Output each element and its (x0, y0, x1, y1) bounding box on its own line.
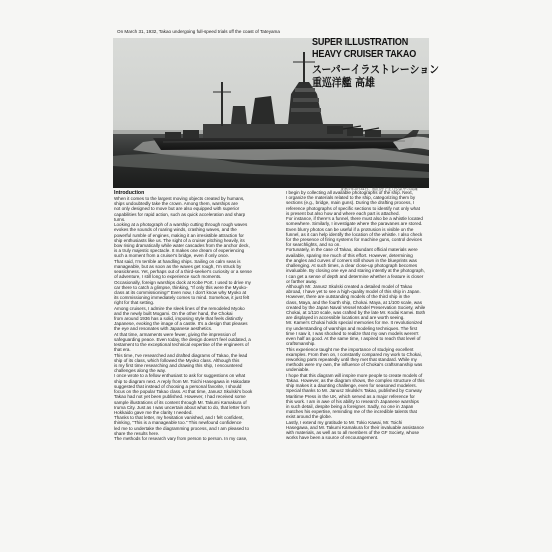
text-line: undeniable. (286, 367, 310, 373)
text-line: ships undoubtedly take the crown. Among them, warships are (114, 201, 238, 207)
text-line: for the presence of firing systems for machine guns, control devices (286, 236, 422, 242)
text-line: Takao. However, as the diagram shows, the complex structure of this (286, 377, 425, 383)
text-line: created by the Japan Naval Vessel Model Preservation Society, while (286, 304, 426, 310)
text-line: That said, I'm terrible at handling ships. Sailing on calm seas is (114, 258, 241, 264)
text-line: Iruma City. Just as I was uncertain about what to do, that letter from (114, 404, 250, 410)
text-line: ship of its class, which followed the Myoko class. Although this (114, 357, 240, 363)
text-line: thinking, "This is a manageable too." This newfound confidence (114, 420, 242, 426)
text-line: craftsmanship. (286, 341, 316, 347)
text-line: invaluable. By closing one eye and staring intently at the photograph, (286, 268, 425, 274)
text-line: sections (e.g., bridge, main guns). During the drafting process, I (286, 200, 415, 206)
left-text-column (114, 190, 266, 441)
text-line: share the results here. (114, 430, 160, 436)
text-line: I once wrote to a fellow enthusiast to ask for suggestions on what (114, 373, 246, 379)
text-line: testament to the exceptional technical expertise of the engineers of (114, 342, 249, 348)
text-line: focus on the popular Takao class. At that time, Janusz Skulski's book (114, 389, 253, 395)
text-line: for searchlights, and so on. (286, 242, 341, 248)
text-line: However, there are outstanding models of the third ship in the (286, 294, 410, 300)
title-heavy-cruiser-takao: HEAVY CRUISER TAKAO (312, 48, 417, 60)
photo-caption: On March 31, 1932, Takao undergoing full-speed trials off the coast of Tateyama (117, 29, 280, 34)
text-line: turns. (114, 216, 126, 222)
text-line: my understanding of warships and modeling techniques. The first (286, 325, 418, 331)
text-line: car there to catch a glimpse, thinking, "If only this were the Myoko- (114, 284, 248, 290)
text-line: Hasegawa, and Mr. Takumi Kamakura for their invaluable assistance (286, 424, 424, 430)
text-line: Mr. Kamei's Chokai holds special memories for me. It revolutionized (286, 320, 423, 326)
text-line: available, sparing me much of this effort. However, determining (286, 252, 413, 258)
text-line: ship to diagram next. A reply from Mr. Toichi Hasegawa in Hakodate (114, 378, 251, 384)
text-line: its commissioning immediately comes to mind. Somehow, it just felt (114, 295, 250, 301)
text-line: abroad, I have yet to see a high-quality model of this ship in Japan. (286, 289, 421, 295)
text-line: I can get a sense of depth and determine whether a feature is closer (286, 273, 424, 279)
text-line: examples. From then on, I constantly compared my work to Chokai, (286, 351, 422, 357)
text-line: Fortunately, in the case of Takao, abundant official materials were (286, 247, 418, 253)
left-column-body (114, 196, 266, 441)
text-line: Japanese, evoking the image of a castle. It's a design that pleases (114, 321, 248, 327)
text-line: Takao had not yet been published. However, I had received some (114, 394, 246, 400)
right-column-body (286, 190, 438, 441)
photo-credit-japanese: 昭和7年3月31日、館山沖で全力公試中の高雄 (341, 187, 418, 191)
text-line: capabilities for rapid action, such as quick acceleration and sharp (114, 211, 246, 217)
title-japanese-line2: 重巡洋艦 高雄 (312, 76, 375, 89)
text-line: or farther away. (286, 278, 318, 284)
text-line: time I saw it, I was shocked to realize that my own models weren't (286, 330, 419, 336)
text-line: class at its commissioning!" Even now, I don't know why Myoko at (114, 289, 247, 295)
title-super-illustration: SUPER ILLUSTRATION (312, 36, 409, 48)
text-line: Lastly, I extend my gratitude to Mr. Tokio Kawai, Mr. Toichi (286, 419, 403, 425)
text-line: At that time, armaments were fewer, giving the impression of (114, 331, 236, 337)
text-line: from around 1936 has a solid, imposing style that feels distinctly (114, 316, 243, 322)
text-line: Maritime Press in the UK, which served as a major reference for (286, 393, 415, 399)
text-line: challenges along the way. (114, 368, 166, 374)
text-line: not only designed to move but are also equipped with superior (114, 206, 240, 212)
text-line: is present but also how and where each part is attached. (286, 210, 400, 216)
text-line: led me to undertake the diagramming process, and I am pleased to (114, 425, 249, 431)
text-line: methods were my own, the influence of Chokai's craftsmanship was (286, 362, 423, 368)
text-line: the eye and resonates with Japanese aesthetics. (114, 326, 213, 332)
right-text-column (286, 190, 438, 441)
text-line: powerful rumble of engines, making it an irresistible attraction for (114, 232, 244, 238)
text-line: The methods for research vary from person to person. In my case, (114, 436, 248, 442)
text-line: ship makes it a daunting challenge, even for seasoned modelers. (286, 383, 417, 389)
text-line: bow rising dramatically while water cascades from the anchor deck, (114, 242, 250, 248)
text-line: Looking at a photograph of a warship cutting through rough waves (114, 222, 248, 228)
text-line: somewhere. Similarly, I investigate where the paravanes are stored. (286, 221, 423, 227)
text-line: reworking parts repeatedly until they met that standard. While my (286, 357, 417, 362)
text-line: I organize the materials related to the ship, categorizing them by (286, 195, 416, 201)
text-line: I hope that this diagram will inspire more people to create models of (286, 372, 423, 378)
text-line: works have been a source of encouragement. (286, 435, 379, 441)
text-line: challenging. At such times, a clear close-up photograph becomes (286, 263, 418, 269)
text-line: Even blurry photos can be useful if a protrusion is visible on the (286, 226, 414, 232)
text-line: I begin by collecting all available photographs of the ship. Next, (286, 190, 413, 195)
text-line: Among cruisers, I admire the sleek lines of the remodeled Myoko (114, 305, 245, 311)
text-line: Occasionally, foreign warships dock at Kobe Port. I used to drive my (114, 279, 251, 285)
text-line: Although Mr. Janusz Skulski created a detailed model of Takao (286, 283, 413, 289)
text-line: even half as good. At the same time, I aspired to reach that level of (286, 336, 421, 342)
text-line: Chokai, at 1/110 scale, was crafted by the late Mr. Kodai Kamei. Both (286, 310, 426, 316)
text-line: ship enthusiasts like us. The sight of a cruiser pitching heavily, its (114, 237, 245, 243)
text-line: This time, I've researched and drafted diagrams of Takao, the lead (114, 352, 248, 358)
text-line: are displayed in accessible locations and are worth seeing. (286, 315, 405, 321)
text-line: sample illustrations of its content through Mr. Takumi Kamakura of (114, 399, 247, 405)
text-line: is my first time researching and drawing this ship, I encountered (114, 363, 243, 368)
text-line: manageable, but as soon as the waves get rough, I'm struck by (114, 263, 242, 269)
text-line: Thanks to that letter, my hesitation vanished, and I felt confident, (114, 415, 244, 421)
text-line: matches his expertise, reminding me of the incredible talents that (286, 409, 417, 415)
text-line: When it comes to the largest moving objects created by humans, (114, 196, 245, 201)
text-line: reference photographs of specific sections to identify not only what (286, 205, 420, 211)
text-line: of adventure, I still long to experience such moments. (114, 274, 222, 280)
text-line: seasickness. Yet, perhaps out of a third-seeker's curiosity or a sense (114, 269, 252, 275)
text-line: is a truly majestic spectacle. It makes one dream of experiencing (114, 248, 245, 254)
article-title-block (312, 36, 452, 89)
text-line: funnel, as it can help identify the location of the whistle. I also check (286, 231, 423, 237)
text-line: For instance, if there's a funnel, there must also be a whistle located (286, 216, 423, 222)
text-line: in such detail, despite being a foreigner. Sadly, no one in Japan (286, 403, 414, 409)
section-heading: Introduction (114, 190, 145, 196)
text-line: such a moment from a cruiser's bridge, even if only once. (114, 253, 230, 259)
text-line: this work. I am in awe of his ability to research Japanese warships (286, 398, 419, 404)
text-line: exist around the globe. (286, 414, 333, 420)
text-line: class, Maya, and the fourth ship, Chokai. Maya, at 1/100 scale, was (286, 299, 422, 305)
text-line: right for that setting. (114, 300, 155, 306)
text-line: with materials, as well as to all members of the GF Society, whose (286, 430, 420, 436)
text-line: that era. (114, 347, 131, 353)
text-line: evokes the sounds of roaring winds, crashing waves, and the (114, 227, 237, 233)
text-line: suggested that instead of choosing a personal favorite, I should (114, 383, 242, 389)
text-line: the angles and curves of corners still shown in the blueprints was (286, 257, 417, 263)
text-line: Special thanks to Mr. Janusz Skulski's Takao, published by Conway (286, 388, 422, 394)
title-japanese-line1: スーパーイラストレーション (312, 63, 440, 76)
text-line: This experience taught me the importance of studying excellent (286, 346, 414, 352)
text-line: and the newly built Mogami. On the other hand, the Chokai (114, 310, 233, 316)
text-line: Hokkaido gave me the clarity I needed. (114, 409, 193, 415)
text-line: safeguarding peace. Even today, the design doesn't feel outdated, a (114, 336, 251, 342)
